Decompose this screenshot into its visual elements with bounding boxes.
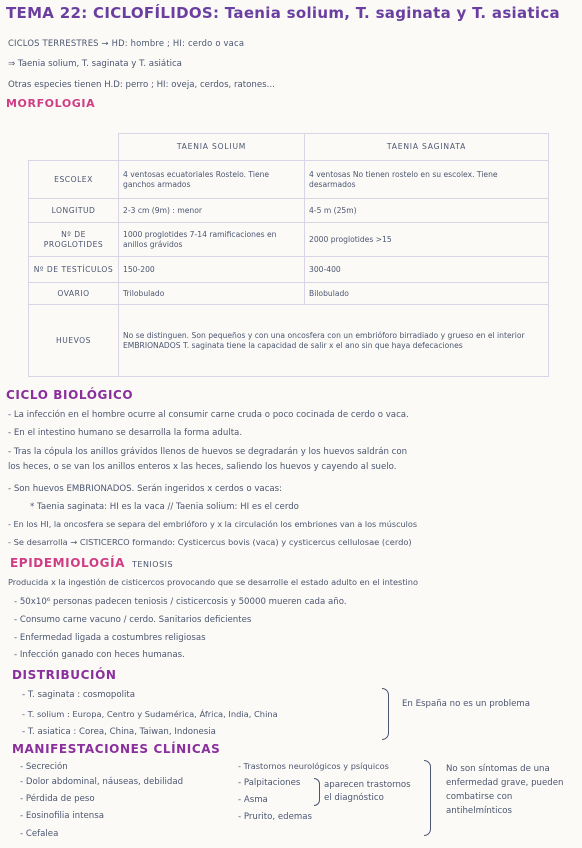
manif-item: - Pérdida de peso <box>20 794 95 804</box>
epidemiologia-sub: TENIOSIS <box>132 560 174 569</box>
ciclo-line: - La infección en el hombre ocurre al consumir carne cruda o poco cocinada de cerdo o vaca. <box>8 410 409 420</box>
col-header-solium: TAENIA SOLIUM <box>119 134 305 161</box>
table-header-row <box>29 134 549 161</box>
row-label: HUEVOS <box>29 305 119 377</box>
table-corner <box>29 134 119 161</box>
intro-line-1: CICLOS TERRESTRES → HD: hombre ; HI: cerdo o vaca <box>8 38 245 48</box>
ciclo-line: * Taenia saginata: HI es la vaca // Taenia solium: HI es el cerdo <box>30 502 299 512</box>
intro-line-3: Otras especies tienen H.D: perro ; HI: oveja, cerdos, ratones... <box>8 80 275 90</box>
table-row <box>29 257 549 283</box>
row-label: OVARIO <box>29 283 119 305</box>
cell-solium: Trilobulado <box>119 283 305 305</box>
ciclo-line: los heces, o se van los anillos enteros x las heces, saliendo los huevos y cayendo al suelo. <box>8 462 397 472</box>
dist-note: En España no es un problema <box>402 699 531 709</box>
epi-line: - 50x10⁶ personas padecen teniosis / cisticercosis y 50000 mueren cada año. <box>14 597 347 607</box>
morfologia-table <box>28 133 549 377</box>
table-row <box>29 223 549 257</box>
table-row <box>29 161 549 199</box>
ciclo-line: - En el intestino humano se desarrolla la forma adulta. <box>8 428 243 438</box>
ciclo-heading: CICLO BIOLÓGICO <box>6 388 134 402</box>
cell-merged: No se distinguen. Son pequeños y con una oncosfera con un embrióforo birradiado y grueso en el interior EMBRIONADOS T. saginata tiene la capacidad de salir x el ano sin que haya defecaciones <box>119 305 549 377</box>
manif-item: - Prurito, edemas <box>238 812 312 822</box>
manifestaciones-heading: MANIFESTACIONES CLÍNICAS <box>12 742 221 756</box>
manif-item: - Dolor abdominal, náuseas, debilidad <box>20 777 184 787</box>
cell-saginata: 4-5 m (25m) <box>305 199 549 223</box>
manif-item: - Eosinofilia intensa <box>20 811 104 821</box>
manif-item: - Palpitaciones <box>238 778 301 788</box>
col-header-saginata: TAENIA SAGINATA <box>305 134 549 161</box>
manif-item: - Secreción <box>20 762 68 772</box>
row-label: ESCOLEX <box>29 161 119 199</box>
manif-small-brace <box>314 778 320 806</box>
row-label: Nº DE TESTÍCULOS <box>29 257 119 283</box>
cell-saginata: 2000 proglotides >15 <box>305 223 549 257</box>
epi-line: - Infección ganado con heces humanas. <box>14 650 185 660</box>
row-label: LONGITUD <box>29 199 119 223</box>
cell-solium: 2-3 cm (9m) : menor <box>119 199 305 223</box>
manif-item: - Asma <box>238 795 268 805</box>
cell-solium: 150-200 <box>119 257 305 283</box>
cell-saginata: Bilobulado <box>305 283 549 305</box>
manif-item: - Cefalea <box>20 829 59 839</box>
cell-saginata: 4 ventosas No tienen rostelo en su escolex. Tiene desarmados <box>305 161 549 199</box>
table-row <box>29 199 549 223</box>
ciclo-line: - Se desarrolla → CISTICERCO formando: Cysticercus bovis (vaca) y cysticercus cellulosae (cerdo) <box>8 537 412 547</box>
ciclo-line: - Tras la cópula los anillos grávidos llenos de huevos se degradarán y los huevos saldrán con <box>8 447 408 457</box>
cell-solium: 4 ventosas ecuatoriales Rostelo. Tiene ganchos armados <box>119 161 305 199</box>
manif-item: - Trastornos neurológicos y psíquicos <box>238 761 389 771</box>
dist-line: - T. asiatica : Corea, China, Taiwan, Indonesia <box>22 727 216 737</box>
page-title: TEMA 22: CICLOFÍLIDOS: Taenia solium, T. saginata y T. asiatica <box>6 4 560 22</box>
intro-line-2: ⇒ Taenia solium, T. saginata y T. asiática <box>8 59 182 69</box>
epi-line: Producida x la ingestión de cisticercos provocando que se desarrolle el estado adulto en el intestino <box>8 577 419 587</box>
table-row <box>29 283 549 305</box>
cell-solium: 1000 proglotides 7-14 ramificaciones en anillos grávidos <box>119 223 305 257</box>
ciclo-line: - En los HI, la oncosfera se separa del embrióforo y x la circulación los embriones van a los músculos <box>8 519 418 529</box>
ciclo-line: - Son huevos EMBRIONADOS. Serán ingeridos x cerdos o vacas: <box>8 484 283 494</box>
distribucion-heading: DISTRIBUCIÓN <box>12 668 117 682</box>
epi-line: - Consumo carne vacuno / cerdo. Sanitarios deficientes <box>14 615 252 625</box>
epi-line: - Enfermedad ligada a costumbres religiosas <box>14 633 206 643</box>
dist-line: - T. solium : Europa, Centro y Sudamérica, África, India, China <box>22 709 278 719</box>
manif-big-brace <box>424 760 431 836</box>
table-row <box>29 305 549 377</box>
cell-saginata: 300-400 <box>305 257 549 283</box>
dist-line: - T. saginata : cosmopolita <box>22 690 136 700</box>
morfologia-heading: MORFOLOGIA <box>6 97 96 110</box>
manif-note: No son síntomas de una enfermedad grave, pueden combatirse con antihelmínticos <box>446 764 564 816</box>
epidemiologia-heading: EPIDEMIOLOGÍA <box>10 556 126 570</box>
manif-col2-note: aparecen trastornos el diagnóstico <box>324 780 411 803</box>
row-label: Nº DE PROGLOTIDES <box>29 223 119 257</box>
distribucion-brace <box>382 688 389 740</box>
